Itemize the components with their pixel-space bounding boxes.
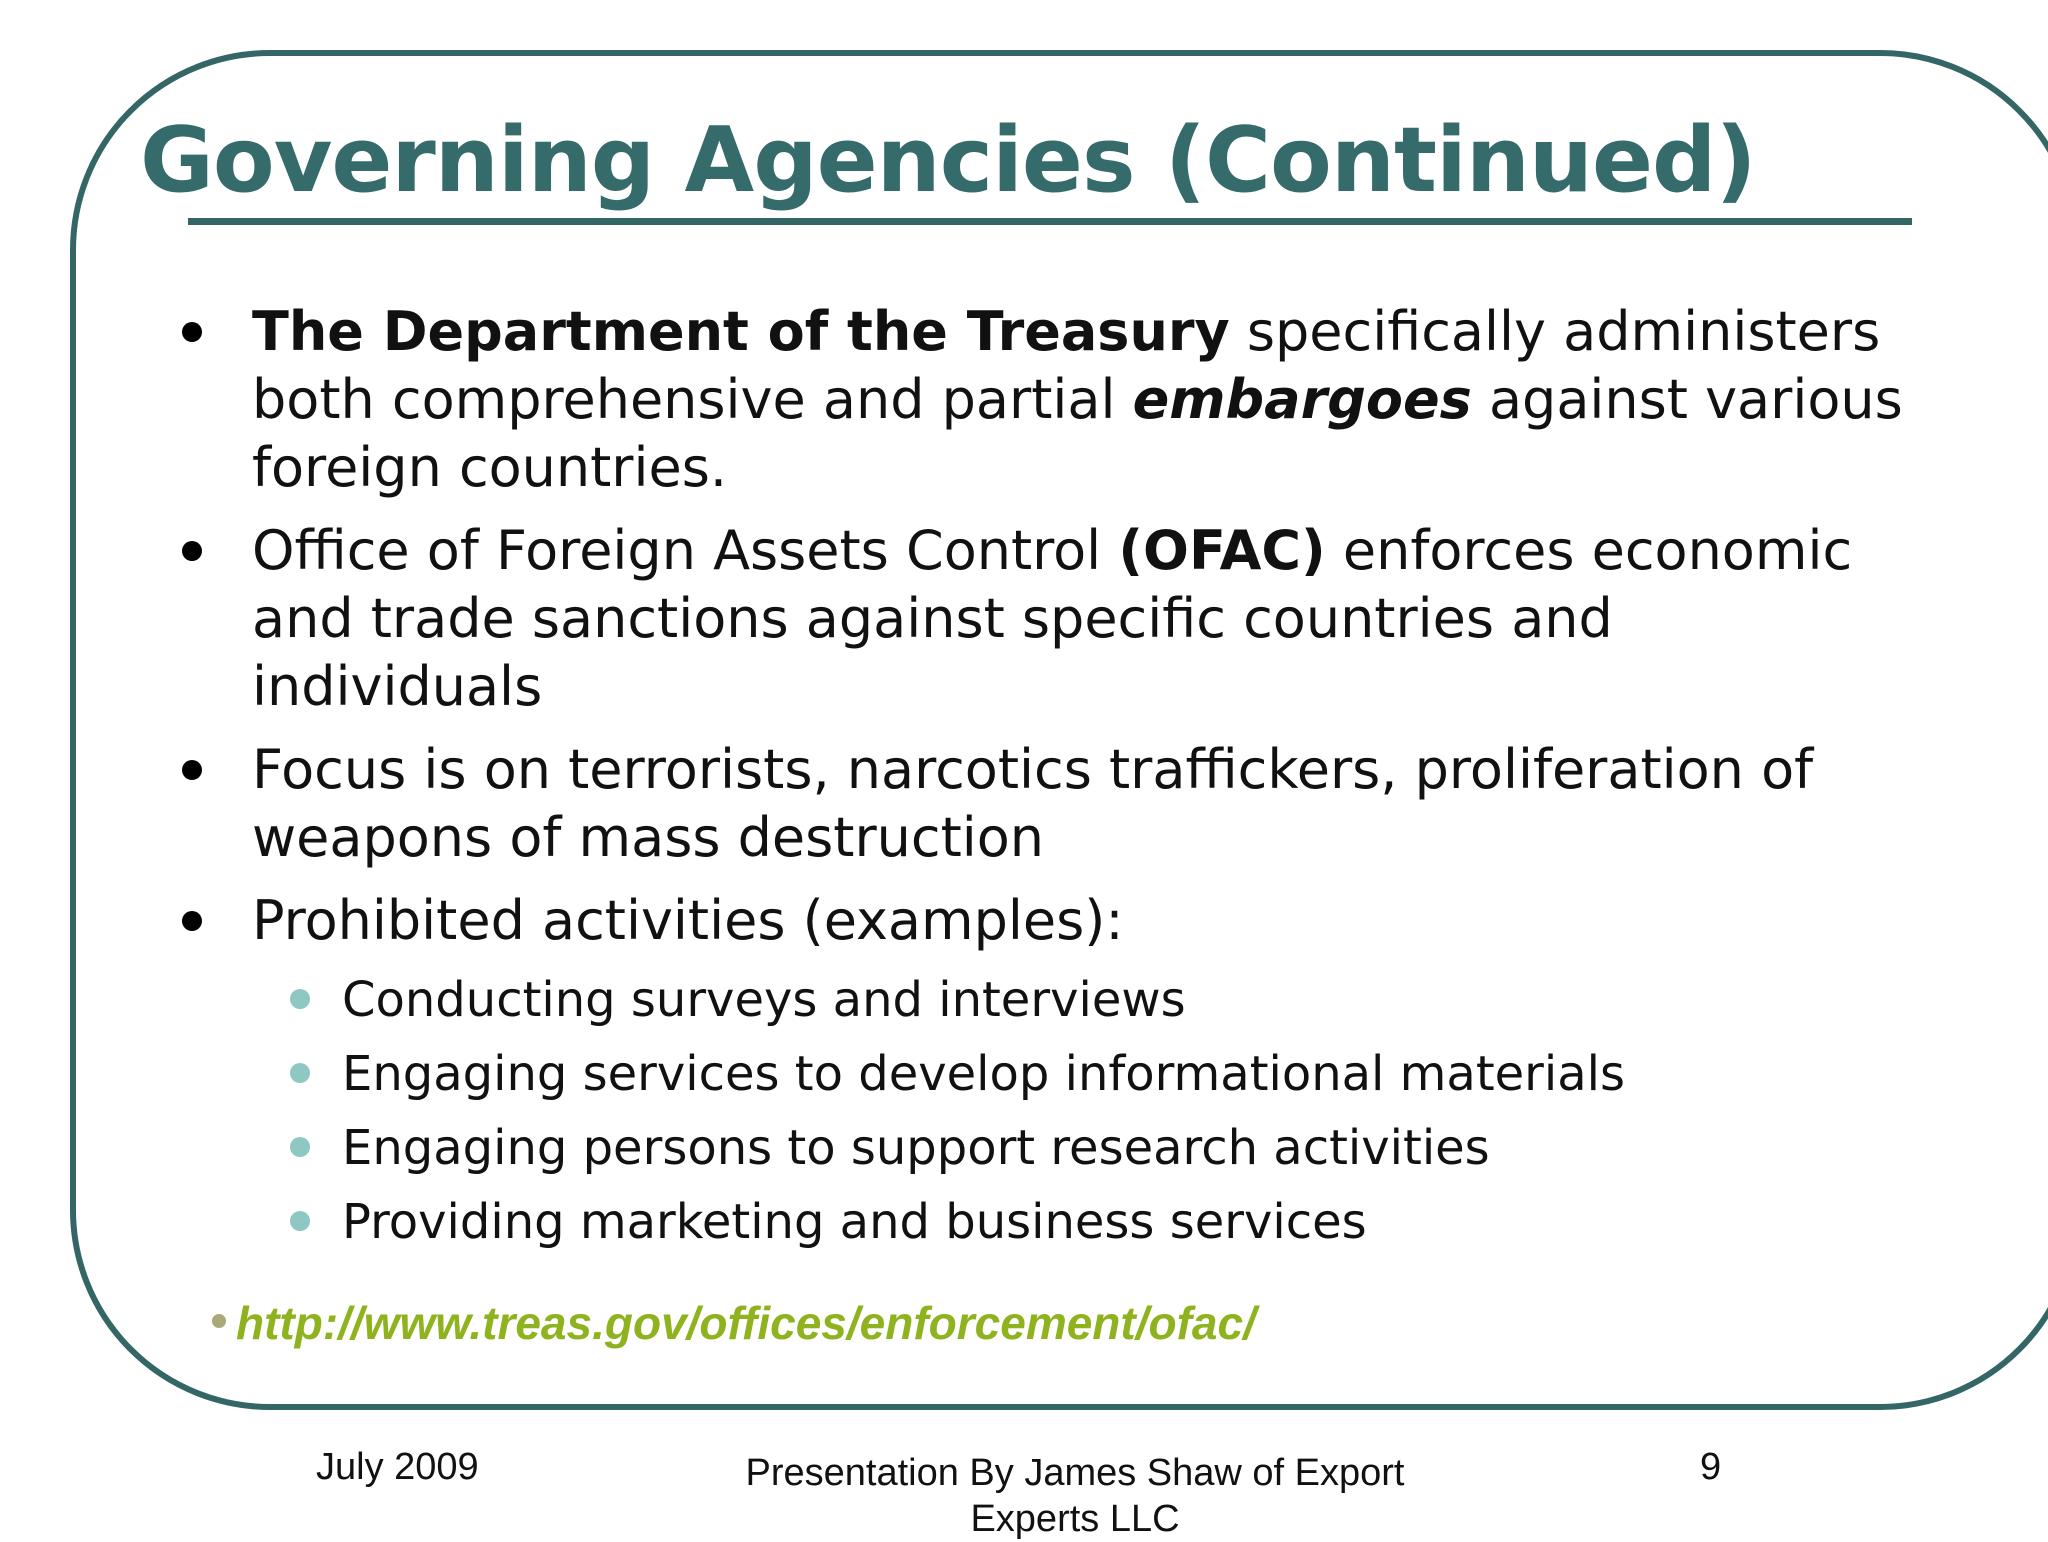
treasury-label: The Department of the Treasury (252, 300, 1230, 363)
treasury-text-2: against various foreign countries. (252, 368, 1903, 499)
sub-bullet-text: Providing marketing and business services (342, 1194, 1367, 1250)
link-bullet-icon (212, 1314, 226, 1328)
bullet-dot-icon (182, 322, 202, 342)
link-row (212, 1296, 1256, 1350)
sub-bullet-dot-icon (290, 1063, 310, 1083)
sub-bullet-item (170, 1185, 1838, 1259)
sub-bullet-dot-icon (290, 1137, 310, 1157)
bullet-item-prohibited (170, 887, 1920, 1259)
bullet-dot-icon (182, 760, 202, 780)
ofac-text-2: enforces economic and trade sanctions against specific countries and individuals (252, 519, 1853, 718)
slide-title: Governing Agencies (Continued) (140, 108, 1756, 213)
bullet-dot-icon (182, 911, 202, 931)
sub-bullet-item (170, 1111, 1838, 1185)
ofac-text-1: Office of Foreign Assets Control (252, 519, 1119, 582)
sub-bullet-text: Engaging services to develop informational materials (342, 1046, 1625, 1102)
bullet-dot-icon (182, 541, 202, 561)
bullet-item-ofac (170, 517, 1920, 721)
bullet-item-focus (170, 736, 1920, 872)
sub-bullet-item (170, 963, 1838, 1037)
embargoes-emphasis: embargoes (1132, 368, 1472, 431)
focus-text: Focus is on terrorists, narcotics traffickers, proliferation of weapons of mass destruction (252, 738, 1814, 869)
footer-page-number: 9 (1700, 1446, 1722, 1488)
sub-bullet-text: Engaging persons to support research activities (342, 1120, 1490, 1176)
footer-presenter: Presentation By James Shaw of Export Experts LLC (745, 1452, 1405, 1540)
ofac-link[interactable]: http://www.treas.gov/offices/enforcement/ofac/ (236, 1297, 1256, 1349)
bullet-item-treasury (170, 298, 1920, 502)
title-underline (188, 218, 1912, 225)
sub-bullet-list (170, 963, 1838, 1259)
treasury-text-1: specifically administers both comprehensive and partial (252, 300, 1881, 431)
sub-bullet-item (170, 1037, 1838, 1111)
sub-bullet-dot-icon (290, 1211, 310, 1231)
bullet-list (170, 298, 1920, 1274)
sub-bullet-dot-icon (290, 989, 310, 1009)
prohibited-text: Prohibited activities (examples): (252, 889, 1124, 952)
footer-date: July 2009 (316, 1446, 479, 1488)
ofac-label: (OFAC) (1118, 519, 1326, 582)
sub-bullet-text: Conducting surveys and interviews (342, 972, 1186, 1028)
